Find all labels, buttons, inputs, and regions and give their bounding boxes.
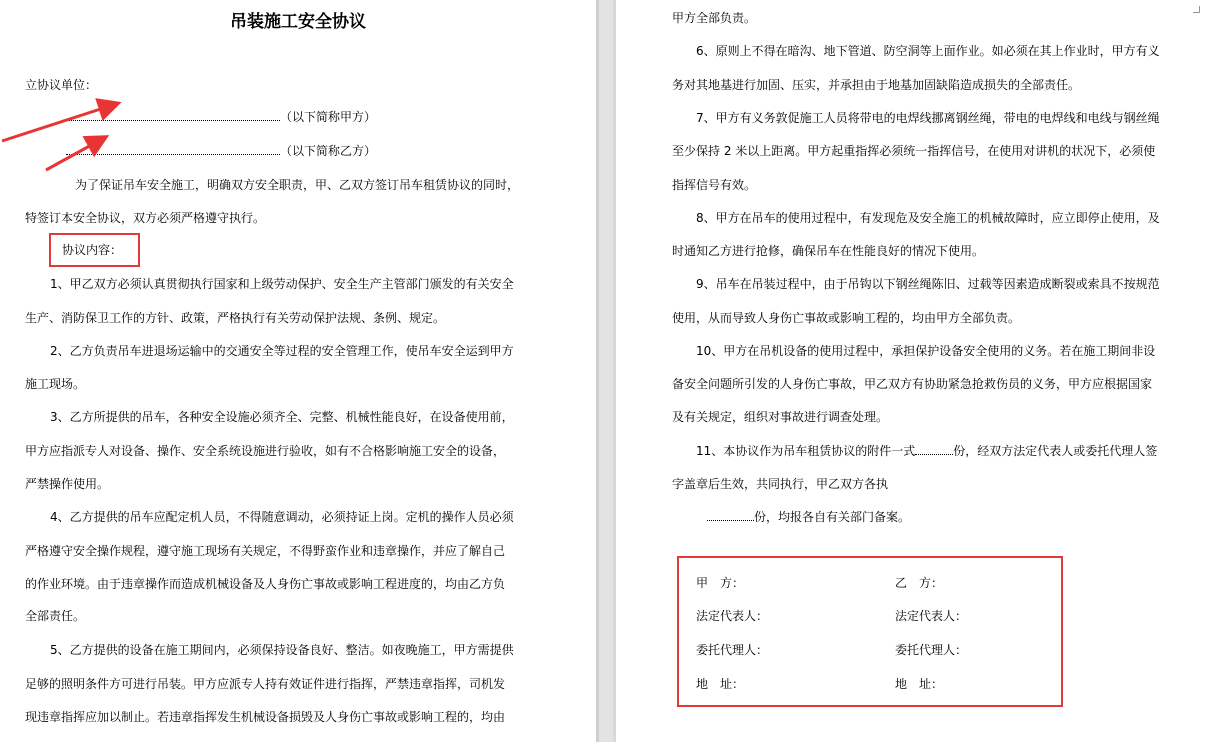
copies-text-a: 11、本协议作为吊车租赁协议的附件一式 <box>696 444 916 458</box>
paragraph-line: 指挥信号有效。 <box>672 178 757 192</box>
arrow-to-party-a <box>2 104 116 141</box>
paragraph-line: 现违章指挥应加以制止。若违章指挥发生机械设备损毁及人身伤亡事故或影响工程的，均由 <box>25 710 506 724</box>
content-label: 协议内容： <box>62 243 123 257</box>
paragraph-line: 使用，从而导致人身伤亡事故或影响工程的，均由甲方全部负责。 <box>672 311 1021 325</box>
party-a-label: 甲 方： <box>696 576 745 590</box>
legal-rep-b-label: 法定代表人： <box>895 609 968 623</box>
paragraph-line: 备安全问题所引发的人身伤亡事故，甲乙双方有协助紧急抢救伤员的义务，甲方应根据国家 <box>672 377 1153 391</box>
paragraph-line: 甲方全部负责。 <box>672 11 757 25</box>
paragraph-line: 9、吊车在吊装过程中，由于吊钩以下钢丝绳陈旧、过载等因素造成断裂或索具不按规范 <box>696 277 1160 291</box>
page-gutter <box>596 0 616 742</box>
agent-a-label: 委托代理人： <box>696 643 769 657</box>
paragraph-line: 施工现场。 <box>25 377 86 391</box>
paragraph-line: 严格遵守安全操作规程，遵守施工现场有关规定，不得野蛮作业和违章操作，并应了解自己 <box>25 544 506 558</box>
paragraph-line: 及有关规定，组织对事故进行调查处理。 <box>672 410 889 424</box>
paragraph-line: 3、乙方所提供的吊车，各种安全设施必须齐全、完整、机械性能良好，在设备使用前， <box>50 410 514 424</box>
paragraph-line: 务对其地基进行加固、压实，并承担由于地基加固缺陷造成损失的全部责任。 <box>672 78 1081 92</box>
paragraph-line: 全部责任。 <box>25 609 86 623</box>
document-page-right <box>616 0 1207 742</box>
arrow-to-party-b <box>46 138 104 170</box>
paragraph-line: 5、乙方提供的设备在施工期间内，必须保持设备良好、整洁。如夜晚施工，甲方需提供 <box>50 643 514 657</box>
party-b-label: 乙 方： <box>895 576 944 590</box>
paragraph-line: 足够的照明条件方可进行吊装。甲方应派专人持有效证件进行指挥，严禁违章指挥，司机发 <box>25 677 506 691</box>
document-title: 吊装施工安全协议 <box>230 12 366 32</box>
paragraph-line: 甲方应指派专人对设备、操作、安全系统设施进行验收，如有不合格影响施工安全的设备， <box>25 444 506 458</box>
agent-b-label: 委托代理人： <box>895 643 968 657</box>
paragraph-line: 严禁操作使用。 <box>25 477 110 491</box>
paragraph-line: 2、乙方负责吊车进退场运输中的交通安全等过程的安全管理工作，使吊车安全运到甲方 <box>50 344 514 358</box>
party-units-label: 立协议单位： <box>25 78 98 92</box>
paragraph-line: 1、甲乙双方必须认真贯彻执行国家和上级劳动保护、安全生产主管部门颁发的有关安全 <box>50 277 514 291</box>
copies-blank-1[interactable] <box>915 444 953 455</box>
party-a-suffix: （以下简称甲方） <box>280 110 377 124</box>
address-a-label: 地 址： <box>696 677 745 691</box>
copies-blank-2[interactable] <box>707 510 754 521</box>
paragraph-line: 时通知乙方进行抢修，确保吊车在性能良好的情况下使用。 <box>672 244 985 258</box>
paragraph-line: 至少保持 2 米以上距离。甲方起重指挥必须统一指挥信号，在使用对讲机的状况下，必须使 <box>672 144 1156 158</box>
address-b-label: 地 址： <box>895 677 944 691</box>
paragraph-line <box>707 510 910 524</box>
copies-text-c: 份，均报各自有关部门备案。 <box>754 510 911 524</box>
document-page-left <box>0 0 596 742</box>
red-arrows-annotation <box>0 0 596 742</box>
legal-rep-a-label: 法定代表人： <box>696 609 769 623</box>
paragraph-line: 10、甲方在吊机设备的使用过程中，承担保护设备安全使用的义务。若在施工期间非设 <box>696 344 1156 358</box>
party-b-suffix: （以下简称乙方） <box>280 144 377 158</box>
paragraph-line: 生产、消防保卫工作的方针、政策，严格执行有关劳动保护法规、条例、规定。 <box>25 311 446 325</box>
paragraph-line: 7、甲方有义务敦促施工人员将带电的电焊线挪离钢丝绳，带电的电焊线和电线与钢丝绳 <box>696 111 1160 125</box>
paragraph-line: 字盖章后生效，共同执行，甲乙双方各执 <box>672 477 889 491</box>
intro-line-1: 为了保证吊车安全施工，明确双方安全职责，甲、乙双方签订吊车租赁协议的同时， <box>75 178 520 192</box>
copies-text-b: 份，经双方法定代表人或委托代理人签 <box>953 444 1158 458</box>
page-corner-mark <box>1193 6 1200 13</box>
paragraph-line: 8、甲方在吊车的使用过程中，有发现危及安全施工的机械故障时，应立即停止使用，及 <box>696 211 1160 225</box>
paragraph-line <box>696 444 1157 458</box>
paragraph-line: 的作业环境。由于违章操作而造成机械设备及人身伤亡事故或影响工程进度的，均由乙方负 <box>25 577 506 591</box>
paragraph-line: 4、乙方提供的吊车应配定机人员，不得随意调动，必须持证上岗。定机的操作人员必须 <box>50 510 514 524</box>
intro-line-2: 特签订本安全协议，双方必须严格遵守执行。 <box>25 211 266 225</box>
paragraph-line: 6、原则上不得在暗沟、地下管道、防空洞等上面作业。如必须在其上作业时，甲方有义 <box>696 44 1160 58</box>
